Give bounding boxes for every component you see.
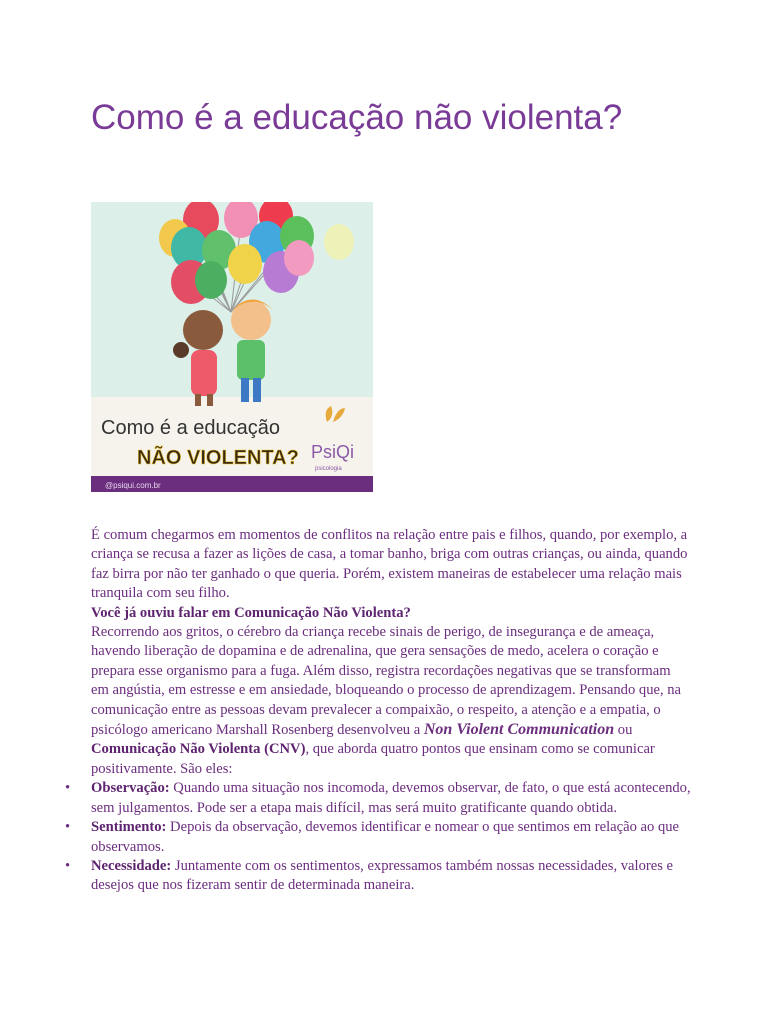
cnv-name: Comunicação Não Violenta (CNV) bbox=[91, 741, 306, 758]
intro-paragraph: É comum chegarmos em momentos de conflitos na relação entre pais e filhos, quando, por exemplo, a criança se recusa a fazer as lições de casa, a tomar banho, briga com outras crianças, ou ainda, quando faz birra por não ter ganhado o que queria. Porém, existem maneiras de estabelecer uma relação mais tranquila com seu filho. bbox=[91, 527, 688, 602]
body-text-1: Recorrendo aos gritos, o cérebro da criança recebe sinais de perigo, de insegurança e de ameaça, havendo liberação de dopamina e de adrenalina, que gera sensações de medo, acelera o coração e prepara esse organismo para a fuga. Além disso, registra recordações negativas que se transformam em angústia, em estresse e em ansiedade, bloqueando o processo de aprendizagem. Pensando que, na comunicação entre as pessoas devam prevalecer a compaixão, o respeito, a atenção e a empatia, o psicólogo americano Marshall Rosenberg desenvolveu a bbox=[91, 624, 682, 739]
point-term: Observação: bbox=[91, 780, 170, 797]
cnv-points-list bbox=[65, 779, 691, 895]
list-item bbox=[65, 818, 691, 857]
article-image bbox=[91, 202, 373, 492]
subheading bbox=[91, 604, 691, 623]
logo-subtext: psicologia bbox=[315, 466, 342, 472]
image-footer-handle: @psiqui.com.br bbox=[105, 481, 161, 490]
list-item bbox=[65, 857, 691, 896]
article-body bbox=[65, 526, 691, 896]
list-item bbox=[65, 779, 691, 818]
point-text: Juntamente com os sentimentos, expressamos também nossas necessidades, valores e desejos que nos fizeram sentir de determinada maneira. bbox=[91, 857, 674, 894]
subheading-text: Você já ouviu falar em Comunicação Não Violenta? bbox=[91, 604, 411, 621]
body-text-2: , que aborda quatro pontos que ensinam como se comunicar positivamente. São eles: bbox=[91, 741, 655, 777]
image-caption-line1: Como é a educação bbox=[101, 417, 281, 439]
english-name: Non Violent Communication bbox=[423, 721, 615, 739]
body-paragraph bbox=[91, 623, 691, 779]
balloons-illustration bbox=[91, 202, 373, 492]
point-text: Quando uma situação nos incomoda, devemos observar, de fato, o que está acontecendo, sem julgamentos. Pode ser a etapa mais difícil, mas será muito gratificante quando obtida. bbox=[91, 780, 691, 816]
logo-text: PsiQi bbox=[311, 442, 355, 462]
point-term: Sentimento: bbox=[91, 819, 167, 836]
point-term: Necessidade: bbox=[91, 857, 172, 874]
bullet: • bbox=[65, 780, 71, 797]
point-text: Depois da observação, devemos identificar e nomear o que sentimos em relação ao que observamos. bbox=[91, 819, 680, 855]
image-caption-line2: NÃO VIOLENTA? bbox=[137, 447, 299, 469]
bullet: • bbox=[65, 819, 71, 836]
body-connector: ou bbox=[614, 722, 633, 739]
page-title: Como é a educação não violenta? bbox=[91, 98, 623, 137]
bullet: • bbox=[65, 857, 71, 874]
